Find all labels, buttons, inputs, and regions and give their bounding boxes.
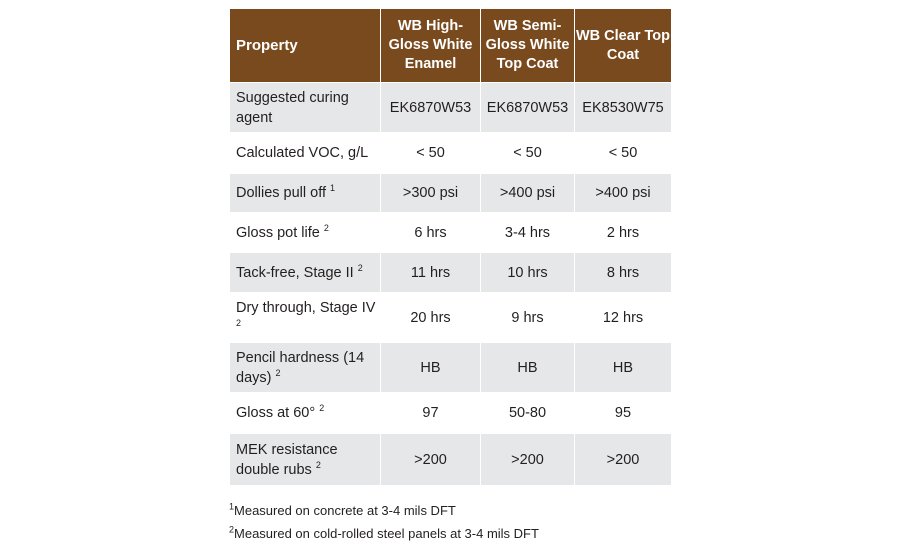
value-cell: 20 hrs bbox=[381, 293, 481, 343]
footnote-mark: 1 bbox=[229, 501, 235, 512]
property-label: Gloss at 60° bbox=[236, 405, 316, 421]
footnotes bbox=[229, 499, 539, 545]
value-cell: 6 hrs bbox=[381, 213, 481, 253]
property-label: Dollies pull off bbox=[236, 185, 327, 201]
property-cell bbox=[230, 393, 381, 434]
property-label: Pencil hardness (14 days) bbox=[236, 349, 365, 386]
value-cell: 95 bbox=[575, 393, 672, 434]
value-cell: 97 bbox=[381, 393, 481, 434]
table-row bbox=[230, 174, 672, 213]
footnote-ref: 2 bbox=[357, 262, 363, 273]
table-row bbox=[230, 83, 672, 133]
value-cell: 10 hrs bbox=[481, 253, 575, 293]
value-cell: >200 bbox=[481, 434, 575, 486]
header-clear-top-coat: WB Clear Top Coat bbox=[575, 9, 672, 83]
table-header-row bbox=[230, 9, 672, 83]
table-row bbox=[230, 253, 672, 293]
value-cell: >300 psi bbox=[381, 174, 481, 213]
property-cell bbox=[230, 174, 381, 213]
value-cell: 3-4 hrs bbox=[481, 213, 575, 253]
footnote-1 bbox=[229, 499, 539, 522]
property-label: Calculated VOC, g/L bbox=[236, 145, 369, 161]
table-row bbox=[230, 293, 672, 343]
value-cell: HB bbox=[381, 343, 481, 393]
footnote-ref: 2 bbox=[275, 367, 281, 378]
footnote-ref: 2 bbox=[315, 459, 321, 470]
value-cell: EK6870W53 bbox=[381, 83, 481, 133]
value-cell: >400 psi bbox=[481, 174, 575, 213]
value-cell: >400 psi bbox=[575, 174, 672, 213]
header-property: Property bbox=[230, 9, 381, 83]
table-row bbox=[230, 133, 672, 174]
header-high-gloss-white-enamel: WB High-Gloss White Enamel bbox=[381, 9, 481, 83]
table-row bbox=[230, 343, 672, 393]
value-cell: < 50 bbox=[481, 133, 575, 174]
value-cell: >200 bbox=[381, 434, 481, 486]
property-cell bbox=[230, 133, 381, 174]
property-cell bbox=[230, 434, 381, 486]
value-cell: 9 hrs bbox=[481, 293, 575, 343]
value-cell: EK8530W75 bbox=[575, 83, 672, 133]
value-cell: 11 hrs bbox=[381, 253, 481, 293]
property-cell bbox=[230, 293, 381, 343]
footnote-text: Measured on cold-rolled steel panels at 3-4 mils DFT bbox=[234, 526, 539, 541]
table-row bbox=[230, 434, 672, 486]
footnote-ref: 2 bbox=[236, 317, 242, 328]
property-label: Dry through, Stage IV bbox=[236, 299, 376, 316]
header-semi-gloss-white-top-coat: WB Semi-Gloss White Top Coat bbox=[481, 9, 575, 83]
property-cell bbox=[230, 253, 381, 293]
value-cell: 12 hrs bbox=[575, 293, 672, 343]
properties-table bbox=[229, 8, 672, 486]
table-row bbox=[230, 393, 672, 434]
value-cell: < 50 bbox=[575, 133, 672, 174]
property-cell bbox=[230, 343, 381, 393]
value-cell: HB bbox=[575, 343, 672, 393]
property-label: Suggested curing agent bbox=[236, 89, 349, 126]
footnote-ref: 2 bbox=[323, 222, 329, 233]
footnote-ref: 2 bbox=[319, 403, 325, 414]
value-cell: 50-80 bbox=[481, 393, 575, 434]
value-cell: < 50 bbox=[381, 133, 481, 174]
property-cell bbox=[230, 213, 381, 253]
property-cell bbox=[230, 83, 381, 133]
footnote-text: Measured on concrete at 3-4 mils DFT bbox=[234, 503, 456, 518]
value-cell: 8 hrs bbox=[575, 253, 672, 293]
value-cell: EK6870W53 bbox=[481, 83, 575, 133]
property-label: Gloss pot life bbox=[236, 224, 320, 241]
value-cell: HB bbox=[481, 343, 575, 393]
footnote-2 bbox=[229, 522, 539, 545]
value-cell: 2 hrs bbox=[575, 213, 672, 253]
table-row bbox=[230, 213, 672, 253]
footnote-ref: 1 bbox=[330, 183, 336, 194]
property-label: Tack-free, Stage II bbox=[236, 264, 354, 281]
property-label: MEK resistance double rubs bbox=[236, 441, 338, 478]
value-cell: >200 bbox=[575, 434, 672, 486]
footnote-mark: 2 bbox=[229, 524, 235, 535]
